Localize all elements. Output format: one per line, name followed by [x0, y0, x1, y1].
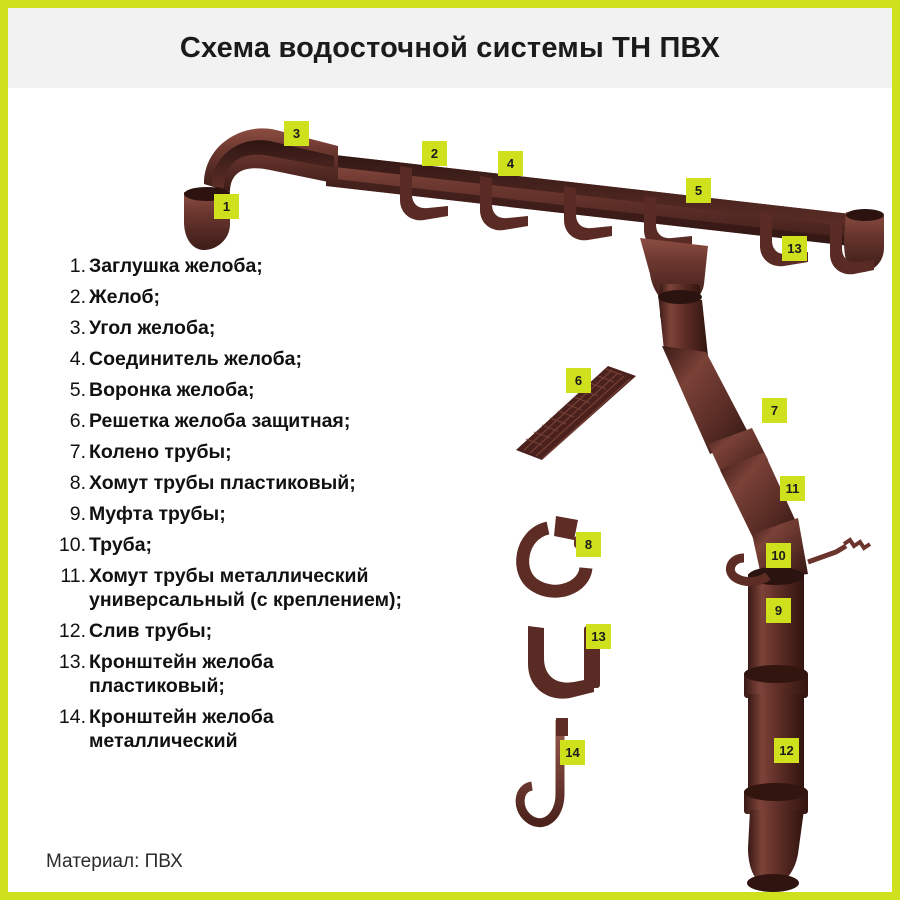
list-item-number: 5. — [69, 379, 86, 401]
list-item-label: Хомут трубы металлический универсальный (с креплением); — [89, 565, 403, 611]
list-item — [46, 409, 526, 433]
list-item-number: 11. — [60, 565, 86, 587]
callout-badge-2: 2 — [422, 141, 447, 166]
downpipe-upper — [658, 290, 708, 356]
list-item — [46, 650, 526, 698]
list-item — [46, 347, 526, 371]
callout-badge-1: 1 — [214, 194, 239, 219]
list-item-number: 13. — [58, 651, 86, 673]
callout-badge-9: 9 — [766, 598, 791, 623]
legend-list — [46, 254, 526, 760]
list-item-label: Кронштейн желоба пластиковый; — [89, 651, 274, 697]
callout-badge-8: 8 — [576, 532, 601, 557]
header-bar — [8, 8, 892, 88]
list-item-label: Решетка желоба защитная; — [89, 410, 351, 432]
gutter-corner — [204, 128, 338, 192]
list-item-label: Соединитель желоба; — [89, 348, 302, 370]
list-item — [46, 254, 526, 278]
list-item-number: 9. — [69, 503, 86, 525]
material-note: Материал: ПВХ — [46, 851, 183, 872]
list-item-label: Воронка желоба; — [89, 379, 255, 401]
list-item — [46, 533, 526, 557]
page-title: Схема водосточной системы ТН ПВХ — [179, 31, 721, 64]
list-item-number: 7. — [69, 441, 86, 463]
callout-badge-4: 4 — [498, 151, 523, 176]
callout-badge-13: 13 — [782, 236, 807, 261]
callout-badge-7: 7 — [762, 398, 787, 423]
list-item — [46, 502, 526, 526]
list-item-label: Хомут трубы пластиковый; — [89, 472, 356, 494]
list-item-label: Угол желоба; — [89, 317, 216, 339]
list-item-label: Желоб; — [89, 286, 161, 308]
list-item — [46, 564, 526, 612]
list-item — [46, 378, 526, 402]
pipe-drain-outlet — [747, 810, 804, 892]
list-item-number: 6. — [69, 410, 86, 432]
list-item-number: 8. — [69, 472, 86, 494]
callout-badge-13-detail: 13 — [586, 624, 611, 649]
metal-gutter-bracket — [520, 718, 568, 823]
list-item-label: Муфта трубы; — [89, 503, 226, 525]
list-item — [46, 619, 526, 643]
list-item-number: 4. — [69, 348, 86, 370]
callout-badge-6: 6 — [566, 368, 591, 393]
list-item-number: 3. — [69, 317, 86, 339]
list-item-number: 14. — [58, 706, 86, 728]
list-item — [46, 285, 526, 309]
list-item — [46, 471, 526, 495]
list-item-label: Заглушка желоба; — [89, 255, 263, 277]
list-item-number: 10. — [58, 534, 86, 556]
list-item-number: 1. — [69, 255, 86, 277]
list-item-number: 12. — [58, 620, 86, 642]
callout-badge-12: 12 — [774, 738, 799, 763]
callout-badge-14: 14 — [560, 740, 585, 765]
callout-badge-11: 11 — [780, 476, 805, 501]
list-item — [46, 316, 526, 340]
list-item-label: Кронштейн желоба металлический — [89, 706, 274, 752]
list-item — [46, 705, 526, 753]
callout-badge-5: 5 — [686, 178, 711, 203]
list-item-label: Слив трубы; — [89, 620, 213, 642]
callout-badge-10: 10 — [766, 543, 791, 568]
list-item-label: Труба; — [89, 534, 153, 556]
list-item — [46, 440, 526, 464]
callout-badge-3: 3 — [284, 121, 309, 146]
list-item-number: 2. — [69, 286, 86, 308]
list-item-label: Колено трубы; — [89, 441, 232, 463]
